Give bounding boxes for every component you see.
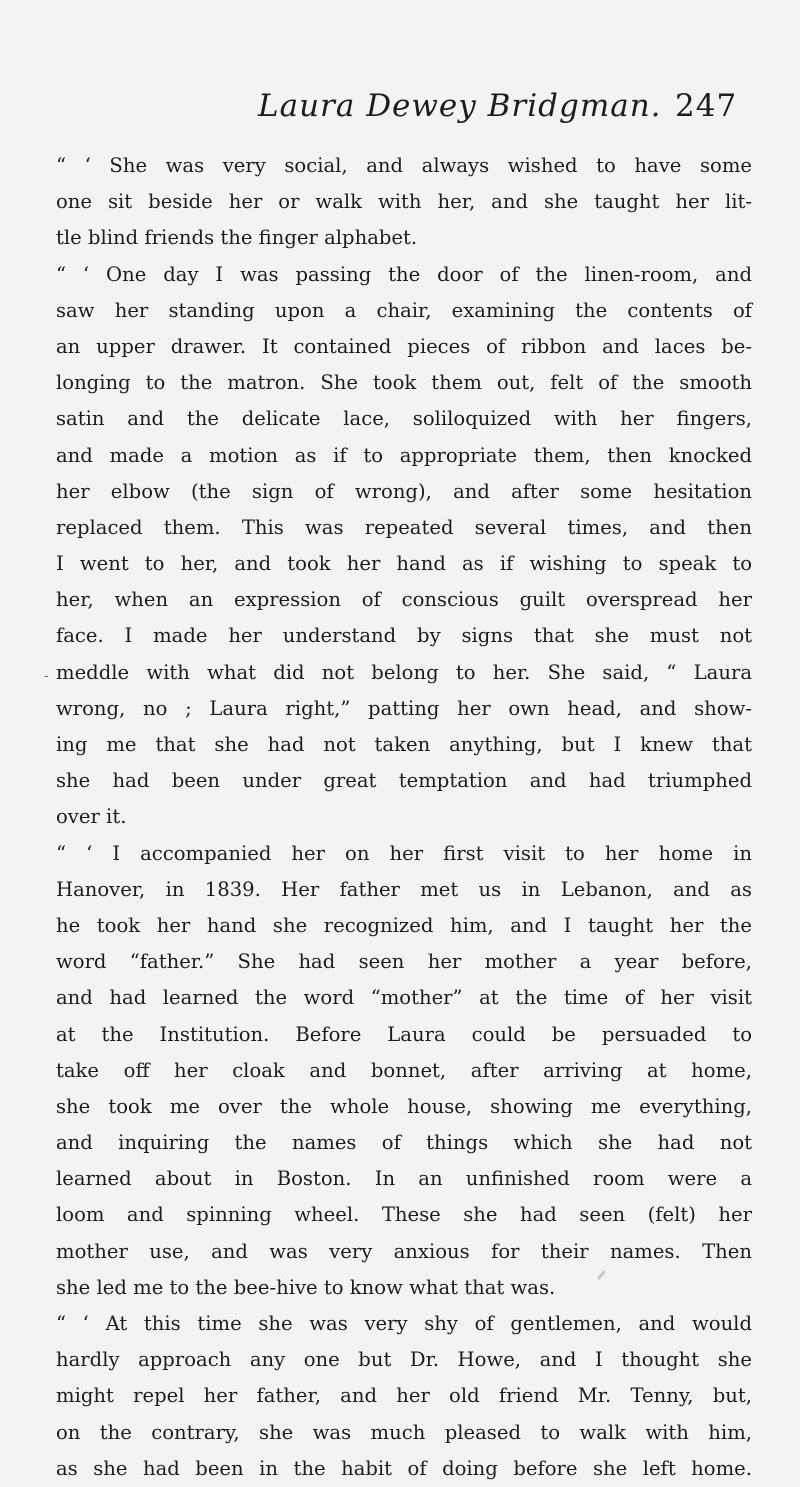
text-line: learned about in Boston. In an unfinished room were a xyxy=(56,1167,752,1191)
text-line: face. I made her understand by signs that she must not xyxy=(56,624,752,648)
text-line: might repel her father, and her old friend Mr. Tenny, but, xyxy=(56,1384,752,1408)
text-line: as she had been in the habit of doing before she left home. xyxy=(56,1456,752,1480)
page-number: 247 xyxy=(675,88,738,124)
text-line: “ ‘ At this time she was very shy of gentlemen, and would xyxy=(56,1312,752,1335)
text-line: an upper drawer. It contained pieces of ribbon and laces be- xyxy=(56,334,752,358)
text-line: her elbow (the sign of wrong), and after some hesitation xyxy=(56,479,752,503)
text-line: meddle with what did not belong to her. She said, “ Laura xyxy=(56,660,752,684)
text-line: she took me over the whole house, showing me everything, xyxy=(56,1094,752,1118)
page-header xyxy=(0,88,800,132)
text-line: longing to the matron. She took them out, felt of the smooth xyxy=(56,371,752,395)
text-line: wrong, no ; Laura right,” patting her own head, and show- xyxy=(56,696,752,720)
text-line: and inquiring the names of things which she had not xyxy=(56,1131,752,1155)
text-line: Hanover, in 1839. Her father met us in Lebanon, and as xyxy=(56,877,752,901)
text-line: mother use, and was very anxious for their names. Then xyxy=(56,1239,752,1263)
text-line: and made a motion as if to appropriate them, then knocked xyxy=(56,443,752,467)
text-line: at the Institution. Before Laura could be persuaded to xyxy=(56,1022,752,1046)
text-line: saw her standing upon a chair, examining the contents of xyxy=(56,298,752,322)
text-line: replaced them. This was repeated several times, and then xyxy=(56,515,752,539)
text-line: she led me to the bee-hive to know what that was. xyxy=(56,1275,556,1299)
running-title: Laura Dewey Bridgman. xyxy=(258,88,662,124)
text-line: over it. xyxy=(56,805,127,829)
text-line: tle blind friends the finger alphabet. xyxy=(56,226,418,250)
text-line: take off her cloak and bonnet, after arriving at home, xyxy=(56,1058,752,1082)
text-line: word “father.” She had seen her mother a year before, xyxy=(56,950,752,974)
text-line: satin and the delicate lace, soliloquized with her fingers, xyxy=(56,407,752,431)
text-line: he took her hand she recognized him, and I taught her the xyxy=(56,913,752,937)
text-line: loom and spinning wheel. These she had seen (felt) her xyxy=(56,1203,752,1227)
margin-mark: - xyxy=(44,668,49,684)
text-line: ing me that she had not taken anything, but I knew that xyxy=(56,733,752,756)
text-line: she had been under great temptation and had triumphed xyxy=(56,769,752,793)
text-line: hardly approach any one but Dr. Howe, and I thought she xyxy=(56,1348,752,1372)
text-line: “ ‘ I accompanied her on her first visit to her home in xyxy=(56,841,752,865)
text-line: and had learned the word “mother” at the time of her visit xyxy=(56,986,752,1010)
text-line: her, when an expression of conscious guilt overspread her xyxy=(56,588,752,612)
text-line: I went to her, and took her hand as if wishing to speak to xyxy=(56,552,752,576)
text-line: “ ‘ She was very social, and always wished to have some xyxy=(56,154,752,177)
text-line: on the contrary, she was much pleased to walk with him, xyxy=(56,1420,752,1444)
body-text xyxy=(56,148,752,1487)
text-line: “ ‘ One day I was passing the door of the linen-room, and xyxy=(56,262,752,286)
text-line: one sit beside her or walk with her, and she taught her lit- xyxy=(56,190,752,214)
